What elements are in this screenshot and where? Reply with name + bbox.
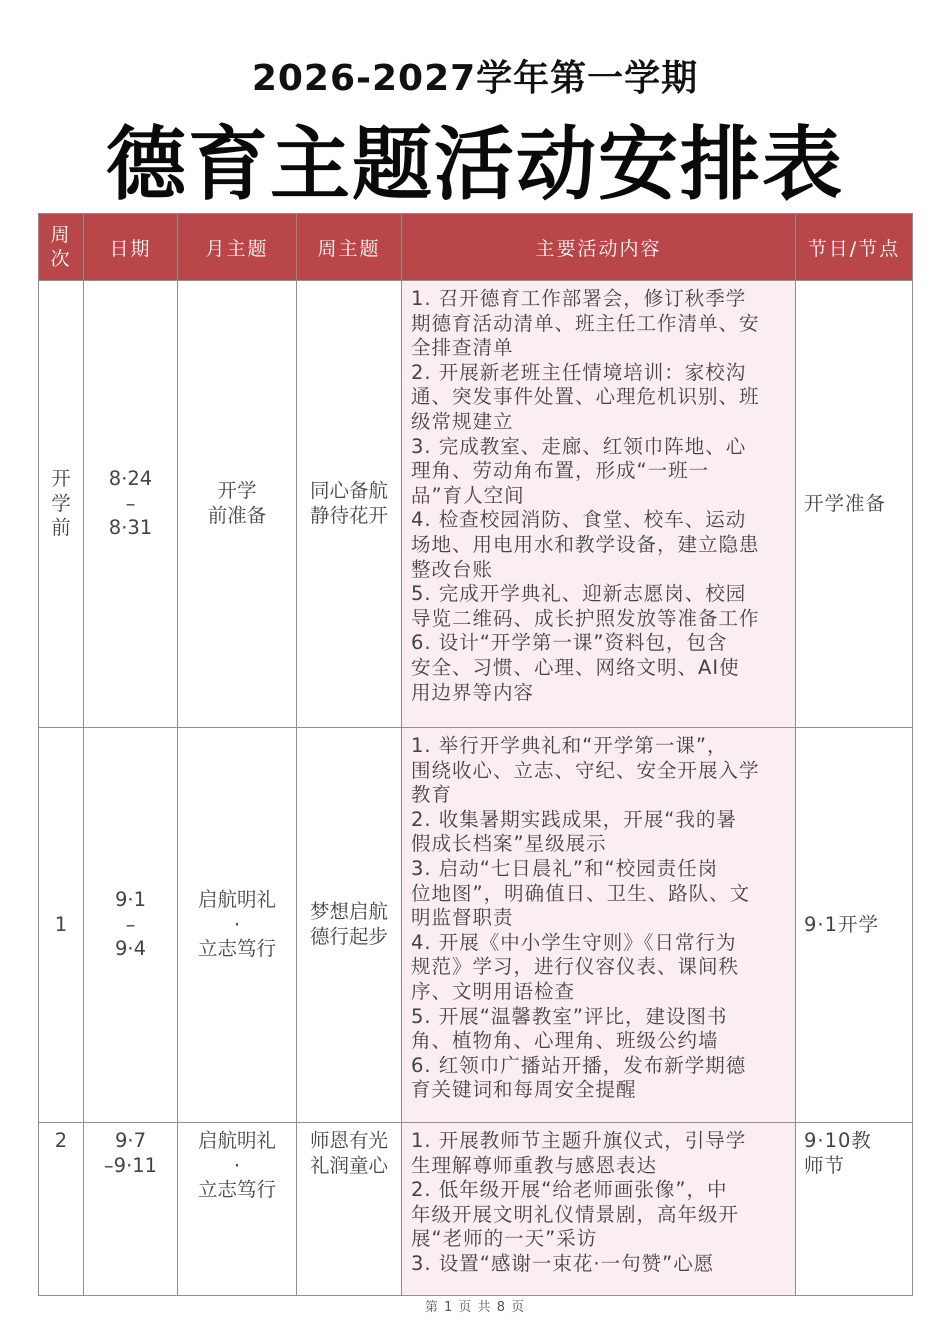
page-title: 德育主题活动安排表: [106, 117, 844, 211]
header-week-text: [39, 223, 83, 271]
month-theme-cell: [178, 728, 297, 1123]
activity-line: 1. 举行开学典礼和“开学第一课”，: [411, 734, 728, 757]
activity-line: 品”育人空间: [411, 483, 525, 507]
week-text: 前: [51, 516, 71, 540]
week-theme-text: 师恩有光: [309, 1129, 388, 1152]
festival-cell: [796, 281, 913, 728]
week-theme-text: 同心备航: [309, 479, 388, 503]
week-text: 学: [51, 491, 71, 515]
activity-line: 教育: [411, 783, 453, 807]
activity-line: 2. 收集暑期实践成果，开展“我的暑: [411, 807, 737, 831]
week-text: 2: [54, 1129, 68, 1152]
activity-line: 角、植物角、心理角、班级公约墙: [411, 1029, 719, 1053]
activity-line: 6. 红领巾广播站开播，发布新学期德: [411, 1053, 747, 1077]
week-cell: [39, 728, 84, 1123]
date-cell: [84, 728, 178, 1123]
activity-line: 规范》学习，进行仪容仪表、课间秩: [411, 955, 740, 979]
page-subtitle: 2026-2027学年第一学期: [251, 58, 699, 99]
activity-line: 5. 完成开学典礼、迎新志愿岗、校园: [411, 582, 747, 606]
date-text: –: [125, 912, 136, 936]
festival-cell: [796, 728, 913, 1123]
activity-line: 级常规建立: [411, 409, 514, 433]
activity-line: 安全、习惯、心理、网络文明、AI使: [411, 655, 740, 679]
activity-line: 用边界等内容: [411, 680, 535, 704]
activity-line: 生理解尊师重教与感恩表达: [411, 1153, 658, 1177]
activity-line: 2. 开展新老班主任情境培训：家校沟: [411, 360, 747, 384]
date-text: 9·7: [114, 1129, 146, 1152]
activity-line: 4. 开展《中小学生守则》《日常行为: [411, 930, 737, 954]
activity-line: 2. 低年级开展“给老师画张像”，中: [411, 1178, 728, 1202]
week-theme-cell: [297, 728, 402, 1123]
activity-line: 导览二维码、成长护照发放等准备工作: [411, 606, 760, 630]
month-theme-text: 前准备: [207, 504, 267, 527]
header-week: [39, 214, 84, 281]
activity-line: 5. 开展“温馨教室”评比，建设图书: [411, 1004, 728, 1028]
page-footer: 第 1 页 共 8 页: [424, 1300, 526, 1315]
month-theme-text: ·: [233, 1153, 241, 1177]
week-text: 开: [51, 467, 71, 491]
date-text: –9·11: [103, 1153, 158, 1177]
date-cell: [84, 1123, 178, 1296]
activity-line: 3. 完成教室、走廊、红领巾阵地、心: [411, 434, 747, 458]
week-theme-text: 德行起步: [309, 925, 388, 948]
date-text: 8·31: [108, 516, 153, 540]
activity-content-cell: [402, 281, 796, 728]
month-theme-text: 立志笃行: [197, 937, 276, 961]
activity-line: 位地图”，明确值日、卫生、路队、文: [411, 881, 751, 905]
activity-content-cell: [402, 1123, 796, 1296]
activity-content-cell: [402, 728, 796, 1123]
activity-line: 假成长档案”星级展示: [411, 832, 607, 856]
festival-text: 开学准备: [804, 491, 887, 515]
festival-text: 师节: [804, 1153, 846, 1177]
activity-line: 理角、劳动角布置，形成“一班一: [411, 459, 710, 483]
month-theme-text: ·: [233, 912, 241, 936]
month-theme-text: 启航明礼: [197, 888, 276, 912]
week-cell: [39, 281, 84, 728]
week-theme-text: 静待花开: [309, 504, 388, 527]
festival-text: 9·1开学: [804, 912, 880, 936]
date-cell: [84, 281, 178, 728]
week-theme-text: 梦想启航: [309, 900, 388, 924]
activity-line: 全排查清单: [411, 336, 514, 360]
activity-line: 明监督职责: [411, 906, 514, 930]
activity-line: 围绕收心、立志、守纪、安全开展入学: [411, 758, 760, 782]
week-cell: [39, 1123, 84, 1296]
header-week-char: 次: [50, 248, 72, 270]
week-theme-text: 礼润童心: [309, 1153, 388, 1177]
activity-line: 1. 召开德育工作部署会，修订秋季学: [411, 287, 747, 310]
activity-line: 整改台账: [411, 557, 494, 581]
activity-line: 育关键词和每周安全提醒: [411, 1078, 637, 1102]
schedule-table: [38, 213, 913, 1296]
table-row: [39, 1123, 913, 1296]
table-row: [39, 281, 913, 728]
week-theme-cell: [297, 1123, 402, 1296]
month-theme-text: 立志笃行: [197, 1178, 276, 1202]
activity-line: 通、突发事件处置、心理危机识别、班: [411, 385, 760, 409]
table-row: [39, 728, 913, 1123]
date-text: 9·4: [114, 937, 146, 961]
activity-line: 3. 设置“感谢一束花·一句赞”心愿: [411, 1251, 715, 1275]
festival-cell: [796, 1123, 913, 1296]
header-week-char: 周: [50, 224, 72, 246]
month-theme-text: 开学: [217, 479, 257, 503]
activity-line: 年级开展文明礼仪情景剧，高年级开: [411, 1202, 740, 1226]
header-date: 日期: [84, 214, 178, 281]
date-text: 9·1: [114, 888, 146, 912]
week-text: 1: [54, 912, 68, 936]
week-theme-cell: [297, 281, 402, 728]
date-text: 8·24: [108, 467, 153, 491]
table-header-row: [39, 214, 913, 281]
header-month-theme: 月主题: [178, 214, 297, 281]
header-content: 主要活动内容: [402, 214, 796, 281]
festival-text: 9·10教: [804, 1129, 872, 1152]
activity-line: 序、文明用语检查: [411, 979, 576, 1003]
month-theme-cell: [178, 281, 297, 728]
header-week-theme: 周主题: [297, 214, 402, 281]
month-theme-text: 启航明礼: [197, 1129, 276, 1152]
activity-line: 1. 开展教师节主题升旗仪式，引导学: [411, 1129, 747, 1152]
activity-line: 3. 启动“七日晨礼”和“校园责任岗: [411, 856, 719, 880]
activity-line: 展“老师的一天”采访: [411, 1227, 598, 1251]
activity-line: 场地、用电用水和教学设备，建立隐患: [411, 532, 760, 556]
activity-line: 4. 检查校园消防、食堂、校车、运动: [411, 508, 747, 532]
date-text: –: [125, 491, 136, 515]
header-festival: 节日/节点: [796, 214, 913, 281]
activity-line: 6. 设计“开学第一课”资料包，包含: [411, 631, 728, 655]
month-theme-cell: [178, 1123, 297, 1296]
activity-line: 期德育活动清单、班主任工作清单、安: [411, 311, 760, 335]
